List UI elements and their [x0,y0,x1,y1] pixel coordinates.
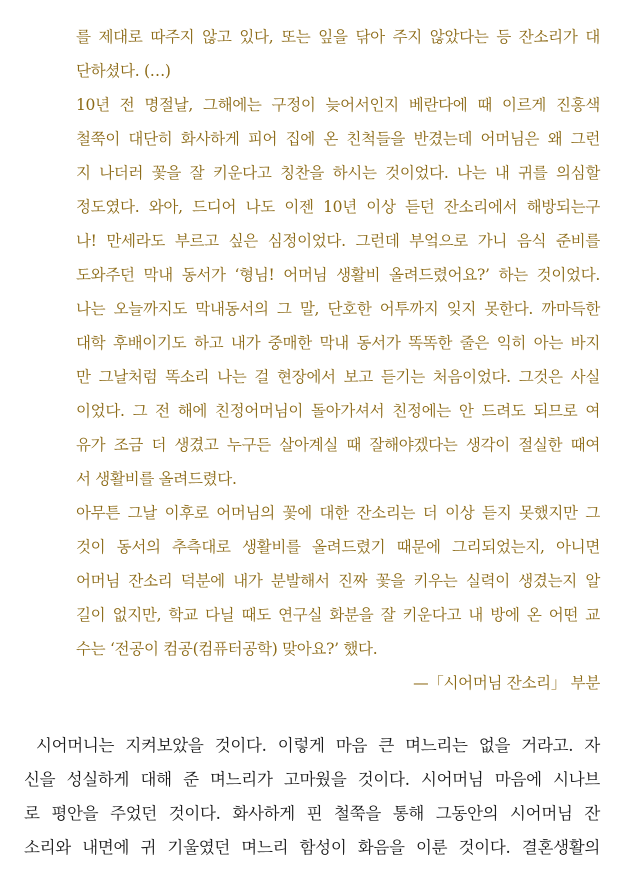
quote-attribution: —「시어머님 잔소리」 부분 [413,674,600,692]
quote-line: 10년 전 명절날, 그해에는 구정이 늦어서인지 베란다에 때 이르게 진홍색 [76,96,600,114]
body-line: 로 평안을 주었던 것이다. 화사하게 핀 철쭉을 통해 그동안의 시어머님 잔 [24,804,600,823]
quote-line: 서 생활비를 올려드렸다. [76,470,237,488]
quote-line: 를 제대로 따주지 않고 있다, 또는 잎을 닦아 주지 않았다는 등 잔소리가 대 [76,28,600,46]
quote-line: 만 그날처럼 똑소리 나는 걸 현장에서 보고 듣기는 처음이었다. 그것은 사실 [76,368,600,386]
quote-line: 도와주던 막내 동서가 ‘형님! 어머님 생활비 올려드렸어요?’ 하는 것이었다. [76,266,600,284]
quote-line: 유가 조금 더 생겼고 누구든 살아계실 때 잘해야겠다는 생각이 절실한 때여 [76,436,600,454]
body-line: 시어머니는 지켜보았을 것이다. 이렇게 마음 큰 며느리는 없을 거라고. 자 [36,736,600,755]
quote-line: 수는 ‘전공이 컴공(컴퓨터공학) 맞아요?’ 했다. [76,640,378,658]
quote-line: 나는 오늘까지도 막내동서의 그 말, 단호한 어투까지 잊지 못한다. 까마득한 [76,300,600,318]
quote-line: 이었다. 그 전 해에 친정어머님이 돌아가셔서 친정에는 안 드려도 되므로 여 [76,402,600,420]
quote-line: 대학 후배이기도 하고 내가 중매한 막내 동서가 똑똑한 줄은 익히 아는 바지 [76,334,600,352]
body-line: 신을 성실하게 대해 준 며느리가 고마웠을 것이다. 시어머님 마음에 시나브 [24,770,600,789]
body-line: 소리와 내면에 귀 기울였던 며느리 함성이 화음을 이룬 것이다. 결혼생활의 [24,838,600,857]
quote-line: 길이 없지만, 학교 다닐 때도 연구실 화분을 잘 키운다고 내 방에 온 어떤 교 [76,606,600,624]
quote-line: 아무튼 그날 이후로 어머님의 꽃에 대한 잔소리는 더 이상 듣지 못했지만 그 [76,504,600,522]
quoted-excerpt [76,20,600,700]
quote-line: 어머님 잔소리 덕분에 내가 분발해서 진짜 꽃을 키우는 실력이 생겼는지 알 [76,572,600,590]
body-paragraph [24,729,600,865]
quote-line: 나! 만세라도 부르고 싶은 심정이었다. 그런데 부엌으로 가니 음식 준비를 [76,232,600,250]
quote-line: 지 나더러 꽃을 잘 키운다고 칭찬을 하시는 것이었다. 나는 내 귀를 의심할 [76,164,600,182]
quote-line: 단하셨다. (…) [76,62,171,80]
quote-line: 정도였다. 와아, 드디어 나도 이젠 10년 이상 듣던 잔소리에서 해방되는구 [76,198,600,216]
quote-line: 것이 동서의 추측대로 생활비를 올려드렸기 때문에 그리되었는지, 아니면 [76,538,600,556]
quote-line: 철쭉이 대단히 화사하게 피어 집에 온 친척들을 반겼는데 어머님은 왜 그런 [76,130,600,148]
